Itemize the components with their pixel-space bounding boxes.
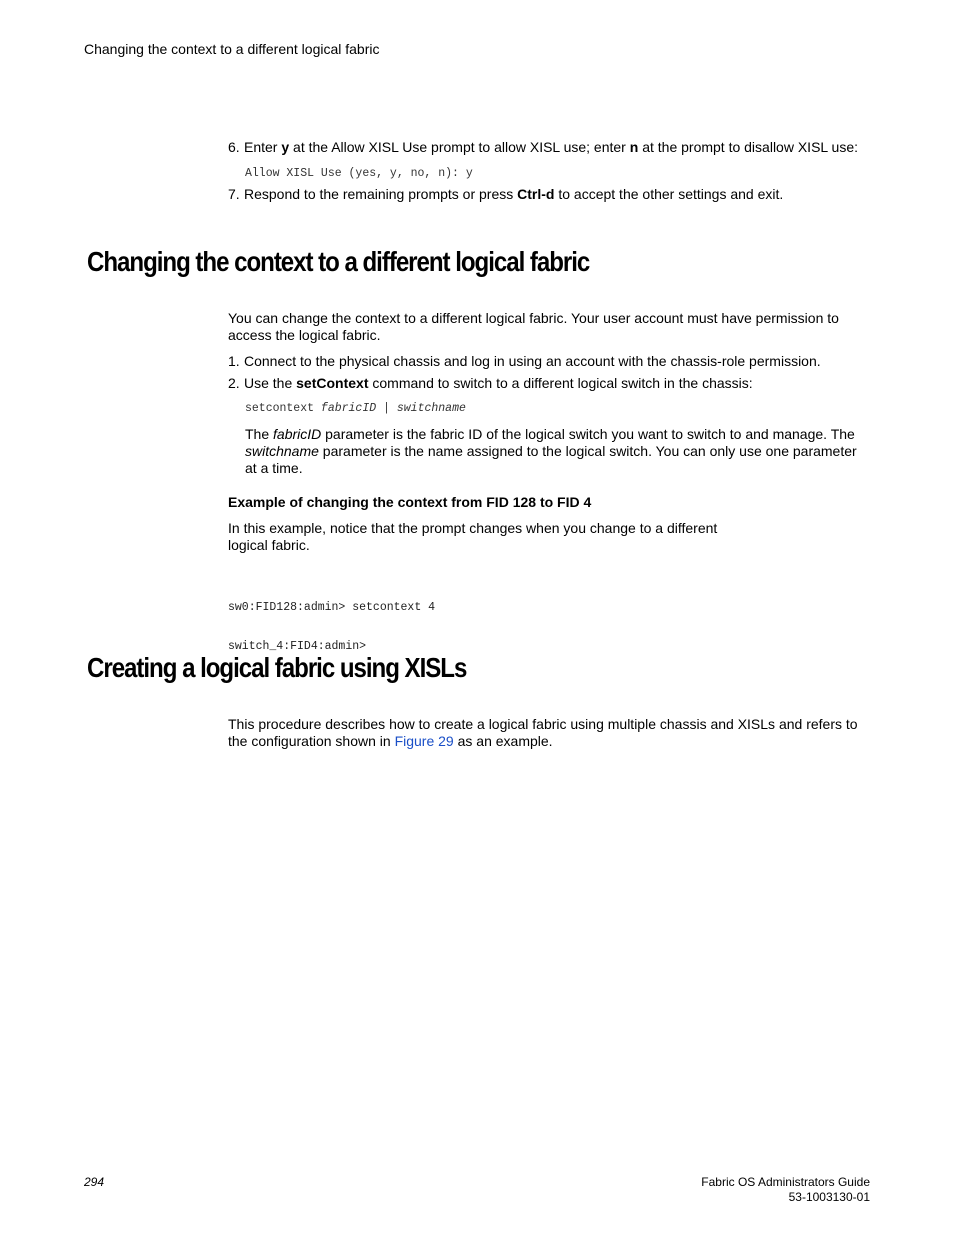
doc-number: 53-1003130-01 [788,1190,870,1204]
step-number: 6. [228,139,240,155]
step-number: 7. [228,186,240,202]
figure-link[interactable]: Figure 29 [394,733,454,749]
step-7: 7. Respond to the remaining prompts or press Ctrl-d to accept the other settings and exit. [228,186,784,202]
example-paragraph: In this example, notice that the prompt changes when you change to a different logical fabric. [228,520,718,553]
step-2: 2. Use the setContext command to switch to a different logical switch in the chassis: [228,375,753,391]
running-header: Changing the context to a different logical fabric [84,41,380,57]
step-6: 6. Enter y at the Allow XISL Use prompt to allow XISL use; enter n at the prompt to disallow XISL use: [228,139,859,155]
footer-info [701,1175,870,1205]
parameter-description: The fabricID parameter is the fabric ID of the logical switch you want to switch to and manage. The switchname parameter is the name assigned to the logical switch. You can only use one parameter at a time. [245,426,857,476]
guide-title: Fabric OS Administrators Guide [701,1175,870,1189]
section-heading: Changing the context to a different logical fabric [87,246,590,277]
page-number: 294 [84,1175,105,1189]
example-heading: Example of changing the context from FID 128 to FID 4 [228,494,592,510]
code-block: setcontext fabricID | switchname [245,402,466,415]
step-number: 2. [228,375,240,391]
step-number: 1. [228,353,240,369]
section2-paragraph: This procedure describes how to create a logical fabric using multiple chassis and XISLs and refers to the configuration shown in Figure 29 as an example. [228,716,858,749]
section-heading: Creating a logical fabric using XISLs [87,652,467,683]
code-block: Allow XISL Use (yes, y, no, n): y [245,167,473,180]
intro-paragraph: You can change the context to a different logical fabric. Your user account must have permission to access the logical fabric. [228,310,839,343]
example-code-block: sw0:FID128:admin> setcontext 4 switch_4:FID4:admin> [228,601,436,653]
step-1: 1. Connect to the physical chassis and log in using an account with the chassis-role permission. [228,353,821,369]
